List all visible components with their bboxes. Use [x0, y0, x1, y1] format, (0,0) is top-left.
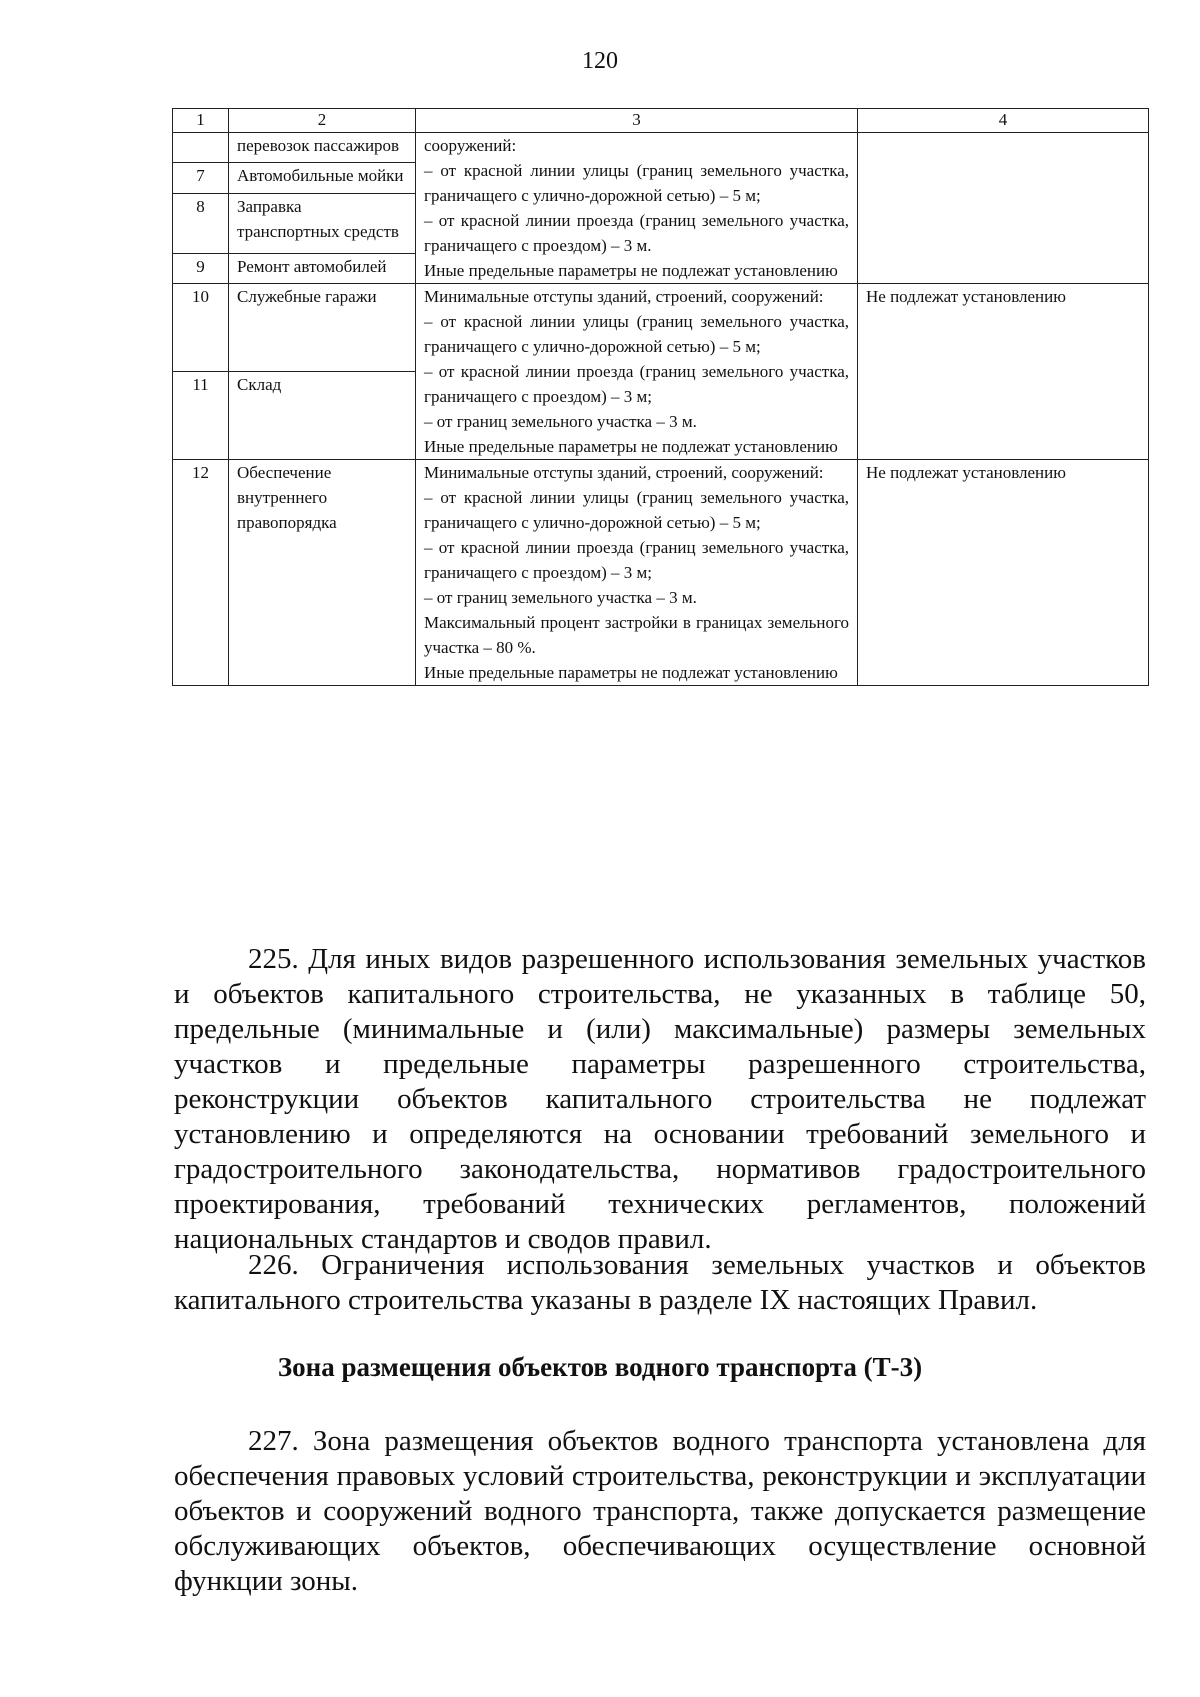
parameter-line: – от красной линии проезда (границ земельного участка, граничащего с проездом) – 3 м.	[424, 211, 849, 255]
section-heading: Зона размещения объектов водного транспорта (Т-3)	[277, 1352, 923, 1382]
row-number	[173, 133, 229, 163]
paragraph-227-text: 227. Зона размещения объектов водного транспорта установлена для обеспечения правовых условий строительства, реконструкции и эксплуатации объектов и сооружений водного транспорта, также допускается размещение обслуживающих объектов, обеспечивающих осуществление основной функции зоны.	[174, 1425, 1146, 1597]
parameter-line: Иные предельные параметры не подлежат установлению	[424, 261, 838, 280]
parameter-line: – от границ земельного участка – 3 м.	[424, 588, 697, 607]
parameter-line: сооружений:	[424, 136, 517, 155]
parameters-cell	[416, 460, 858, 686]
parameter-line: – от красной линии проезда (границ земельного участка, граничащего с проездом) – 3 м;	[424, 362, 849, 406]
parameter-line: – от красной линии улицы (границ земельного участка, граничащего с улично-дорожной сетью) – 5 м;	[424, 488, 849, 532]
use-type-name: Автомобильные мойки	[229, 163, 416, 193]
parameters-cell	[416, 133, 858, 284]
notes-cell: Не подлежат установлению	[858, 284, 1149, 460]
use-type-name: Служебные гаражи	[229, 284, 416, 372]
use-type-name: перевозок пассажиров	[229, 133, 416, 163]
use-type-name: Ремонт автомобилей	[229, 253, 416, 283]
parameter-line: Максимальный процент застройки в границах земельного участка – 80 %.	[424, 613, 849, 657]
parameter-line: – от красной линии проезда (границ земельного участка, граничащего с проездом) – 3 м;	[424, 538, 849, 582]
table-row	[173, 133, 1149, 163]
row-number: 7	[173, 163, 229, 193]
parameter-line: Минимальные отступы зданий, строений, сооружений:	[424, 287, 824, 306]
row-number: 8	[173, 193, 229, 253]
row-number: 12	[173, 460, 229, 686]
parameter-line: Иные предельные параметры не подлежат установлению	[424, 437, 838, 456]
paragraph-226-text: 226. Ограничения использования земельных участков и объектов капитального строительства указаны в разделе IX настоящих Правил.	[174, 1249, 1146, 1316]
table-row	[173, 284, 1149, 372]
parameter-line: – от границ земельного участка – 3 м.	[424, 412, 697, 431]
notes-cell: Не подлежат установлению	[858, 460, 1149, 686]
use-type-name: Заправка транспортных средств	[229, 193, 416, 253]
parameter-line: Минимальные отступы зданий, строений, сооружений:	[424, 463, 824, 482]
column-header: 4	[858, 109, 1149, 133]
row-number: 10	[173, 284, 229, 372]
page-number: 120	[582, 48, 618, 74]
paragraph-227	[174, 1424, 1146, 1599]
column-header: 1	[173, 109, 229, 133]
row-number: 9	[173, 253, 229, 283]
parameter-line: Иные предельные параметры не подлежат установлению	[424, 663, 838, 682]
regulations-table	[172, 108, 1149, 686]
paragraph-225	[174, 942, 1146, 1257]
notes-cell	[858, 133, 1149, 284]
column-header: 3	[416, 109, 858, 133]
table-row	[173, 460, 1149, 686]
parameter-line: – от красной линии улицы (границ земельного участка, граничащего с улично-дорожной сетью) – 5 м;	[424, 161, 849, 205]
paragraph-225-text: 225. Для иных видов разрешенного использования земельных участков и объектов капитального строительства, не указанных в таблице 50, предельные (минимальные и (или) максимальные) размеры земельных участков и предельные параметры разрешенного строительства, реконструкции объектов капитального строительства не подлежат установлению и определяются на основании требований земельного и градостроительного законодательства, нормативов градостроительного проектирования, требований технических регламентов, положений национальных стандартов и сводов правил.	[174, 943, 1146, 1255]
parameters-cell	[416, 284, 858, 460]
row-number: 11	[173, 372, 229, 460]
paragraph-226	[174, 1248, 1146, 1318]
table-header-row	[173, 109, 1149, 133]
use-type-name: Обеспечение внутреннего правопорядка	[229, 460, 416, 686]
column-header: 2	[229, 109, 416, 133]
use-type-name: Склад	[229, 372, 416, 460]
parameter-line: – от красной линии улицы (границ земельного участка, граничащего с улично-дорожной сетью) – 5 м;	[424, 312, 849, 356]
